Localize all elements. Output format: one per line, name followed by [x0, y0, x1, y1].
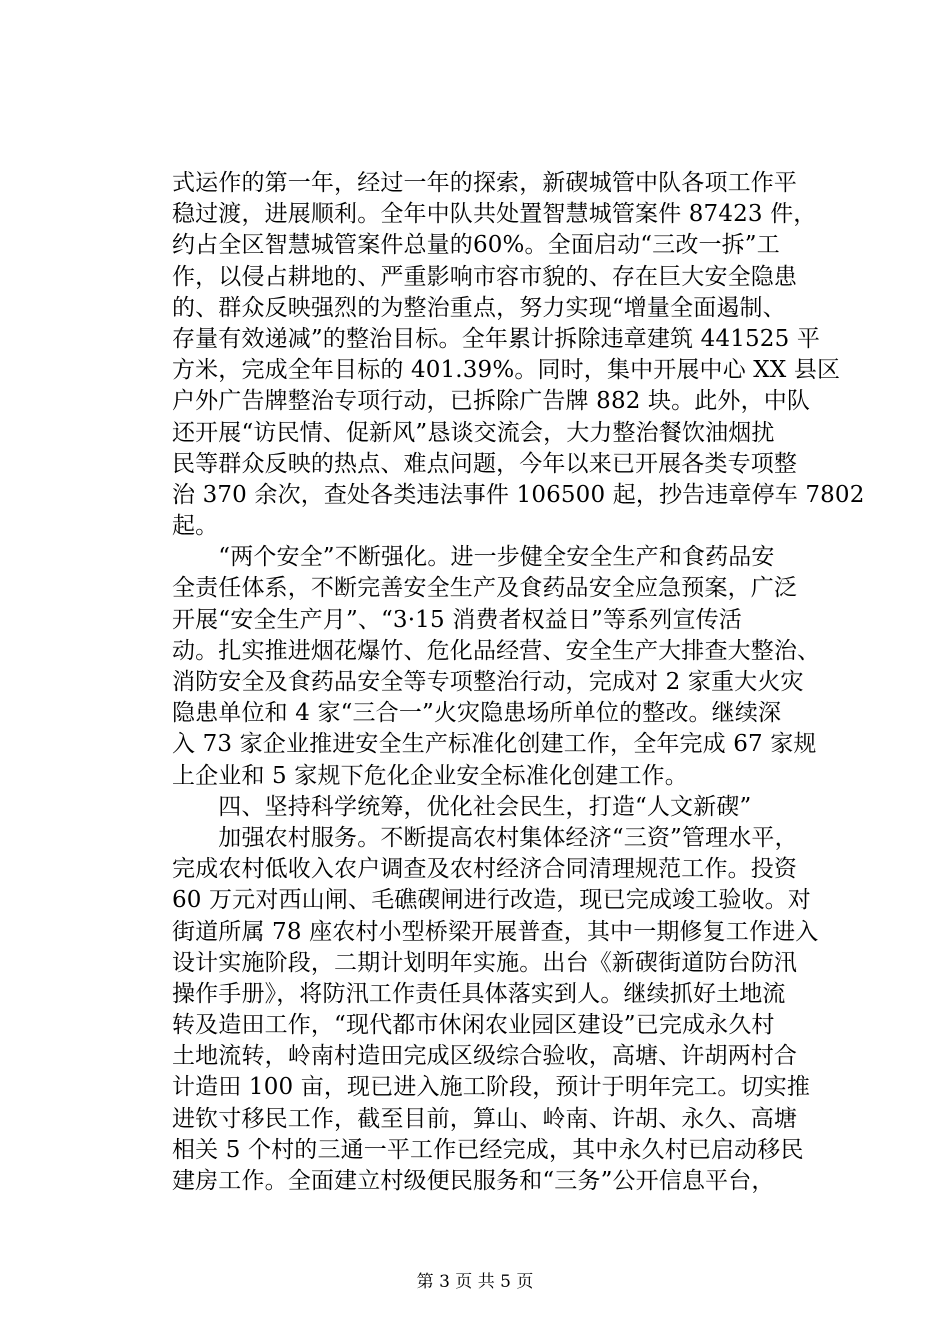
text-line: 治 370 余次，查处各类违法事件 106500 起，抄告违章停车 7802	[172, 481, 865, 508]
text-line: 作，以侵占耕地的、严重影响市容市貌的、存在巨大安全隐患	[172, 263, 798, 290]
text-line: 方米，完成全年目标的 401.39%。同时，集中开展中心 XX 县区	[172, 357, 841, 384]
text-line: 消防安全及食药品安全等专项整治行动，完成对 2 家重大火灾	[172, 669, 804, 695]
text-line: 60 万元对西山闸、毛礁碶闸进行改造，现已完成竣工验收。对	[172, 887, 811, 914]
text-line: 民等群众反映的热点、难点问题，今年以来已开展各类专项整	[172, 450, 798, 477]
text-line: 操作手册》，将防汛工作责任具体落实到人。继续抓好土地流	[172, 980, 786, 1007]
text-line: 完成农村低收入农户调查及农村经济合同清理规范工作。投资	[172, 856, 798, 883]
text-line: 建房工作。全面建立村级便民服务和“三务”公开信息平台，	[172, 1168, 775, 1194]
text-line: 开展“安全生产月”、“3·15 消费者权益日”等系列宣传活	[172, 606, 742, 633]
text-line: 起。	[172, 513, 219, 540]
text-line: 加强农村服务。不断提高农村集体经济“三资”管理水平，	[172, 824, 798, 851]
section-heading: 四、坚持科学统筹，优化社会民生，打造“人文新碶”	[172, 793, 752, 820]
text-line: 计造田 100 亩，现已进入施工阶段，预计于明年完工。切实推	[172, 1074, 811, 1101]
text-line: 稳过渡，进展顺利。全年中队共处置智慧城管案件 87423 件，	[172, 201, 817, 228]
text-line: 户外广告牌整治专项行动，已拆除广告牌 882 块。此外，中队	[172, 388, 811, 415]
text-line: 全责任体系，不断完善安全生产及食药品安全应急预案，广泛	[172, 575, 798, 602]
text-line: 转及造田工作，“现代都市休闲农业园区建设”已完成永久村	[172, 1012, 775, 1039]
text-line: 动。扎实推进烟花爆竹、危化品经营、安全生产大排查大整治、	[172, 637, 821, 664]
text-line: 上企业和 5 家规下危化企业安全标准化创建工作。	[172, 762, 688, 789]
text-line: 街道所属 78 座农村小型桥梁开展普查，其中一期修复工作进入	[172, 918, 819, 945]
text-line: 还开展“访民情、促新风”恳谈交流会，大力整治餐饮油烟扰	[172, 419, 775, 446]
text-line: 进钦寸移民工作，截至目前，算山、岭南、许胡、永久、高塘	[172, 1105, 798, 1132]
text-line: 相关 5 个村的三通一平工作已经完成，其中永久村已启动移民	[172, 1136, 804, 1163]
text-line: 设计实施阶段，二期计划明年实施。出台《新碶街道防台防汛	[172, 949, 798, 976]
text-line: 土地流转，岭南村造田完成区级综合验收，高塘、许胡两村合	[172, 1043, 798, 1070]
text-line: 存量有效递减”的整治目标。全年累计拆除违章建筑 441525 平	[172, 325, 820, 352]
page-number-footer: 第 3 页 共 5 页	[416, 1272, 534, 1292]
body-text	[172, 168, 865, 1197]
text-line: 隐患单位和 4 家“三合一”火灾隐患场所单位的整改。继续深	[172, 700, 782, 727]
text-line: 入 73 家企业推进安全生产标准化创建工作，全年完成 67 家规	[172, 731, 817, 758]
text-line: 式运作的第一年，经过一年的探索，新碶城管中队各项工作平	[172, 170, 798, 196]
text-line: 的、群众反映强烈的为整治重点，努力实现“增量全面遏制、	[172, 294, 786, 321]
text-line: 约占全区智慧城管案件总量的60%。全面启动“三改一拆”工	[172, 232, 780, 259]
text-line: “两个安全”不断强化。进一步健全安全生产和食药品安	[172, 544, 775, 571]
